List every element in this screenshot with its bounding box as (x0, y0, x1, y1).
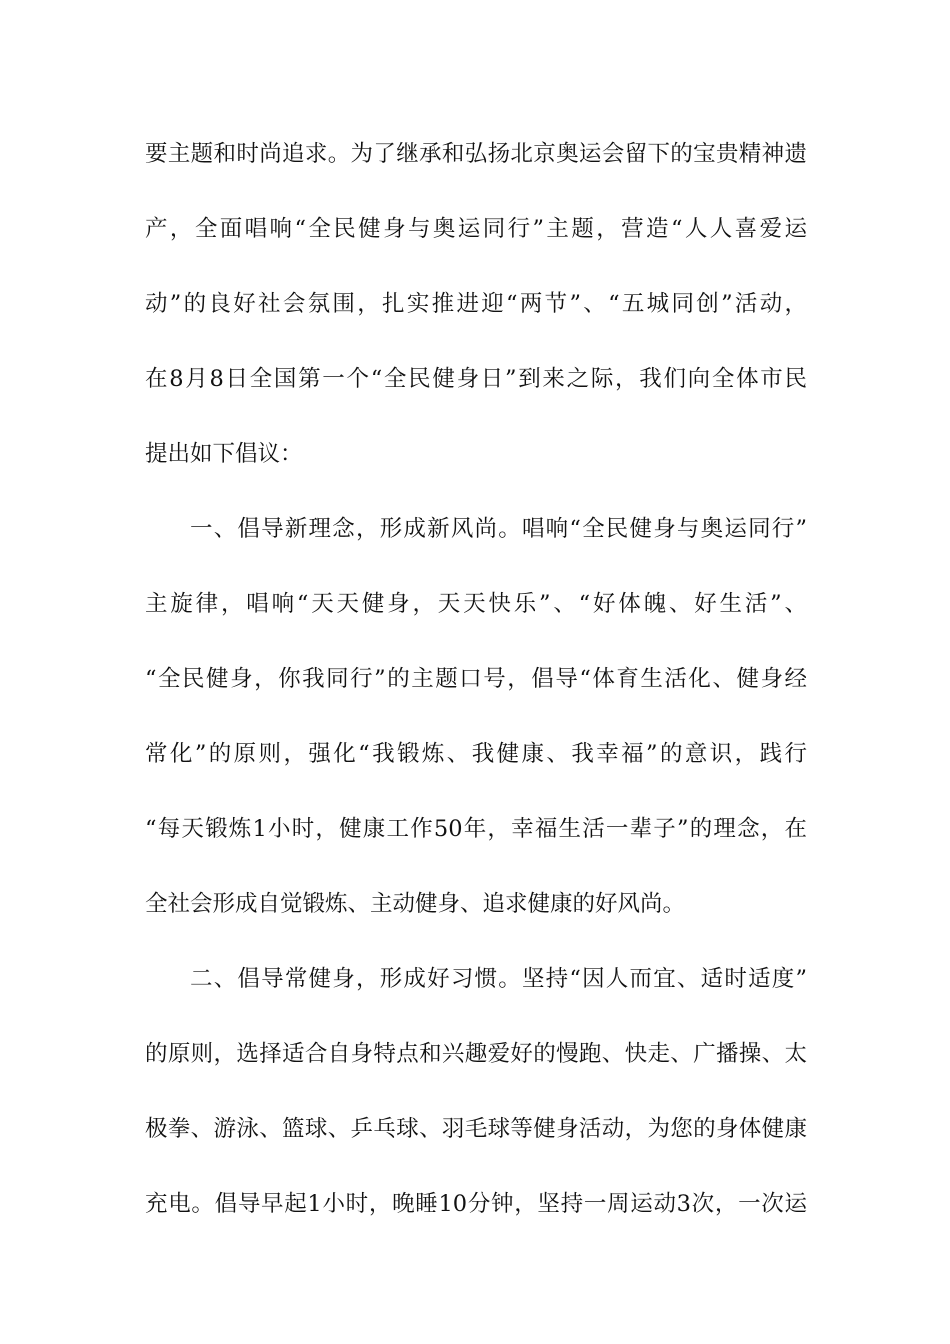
paragraph-start-line: 二、倡导常健身，形成好习惯。坚持“因人而宜、适时适度” (190, 966, 807, 992)
text-line: 提出如下倡议： (145, 441, 303, 467)
text-line: 在8月8日全国第一个“全民健身日”到来之际，我们向全体市民 (145, 366, 807, 392)
text-line: 主旋律，唱响“天天健身，天天快乐”、“好体魄、好生活”、 (145, 591, 807, 617)
text-line: 的原则，选择适合自身特点和兴趣爱好的慢跑、快走、广播操、太 (145, 1041, 807, 1067)
text-line: “全民健身，你我同行”的主题口号，倡导“体育生活化、健身经 (145, 666, 807, 692)
text-line: 产，全面唱响“全民健身与奥运同行”主题，营造“人人喜爱运 (145, 216, 807, 242)
text-line: 要主题和时尚追求。为了继承和弘扬北京奥运会留下的宝贵精神遗 (145, 141, 807, 167)
text-line: 极拳、游泳、篮球、乒乓球、羽毛球等健身活动，为您的身体健康 (145, 1116, 807, 1142)
text-line: “每天锻炼1小时，健康工作50年，幸福生活一辈子”的理念，在 (145, 816, 807, 842)
document-body (145, 128, 807, 1253)
text-line: 充电。倡导早起1小时，晚睡10分钟，坚持一周运动3次，一次运 (145, 1191, 807, 1217)
paragraph-start-line: 一、倡导新理念，形成新风尚。唱响“全民健身与奥运同行” (190, 516, 807, 542)
text-line: 常化”的原则，强化“我锻炼、我健康、我幸福”的意识，践行 (145, 741, 807, 767)
text-line: 全社会形成自觉锻炼、主动健身、追求健康的好风尚。 (145, 891, 686, 917)
text-line: 动”的良好社会氛围，扎实推进迎“两节”、“五城同创”活动， (145, 291, 807, 317)
